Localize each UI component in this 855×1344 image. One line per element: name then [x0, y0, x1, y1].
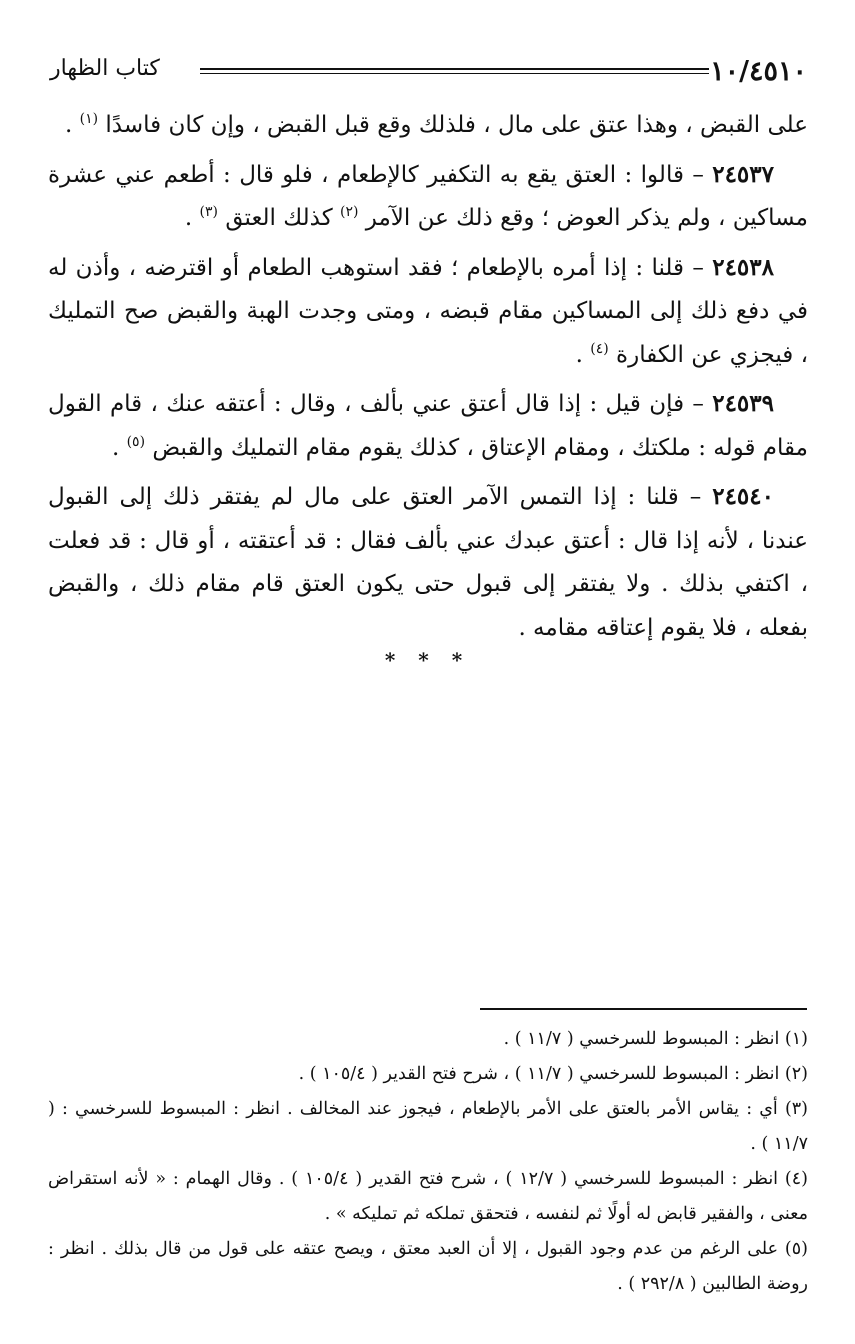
- paragraph-24539: [48, 382, 808, 470]
- paragraph-tail: .: [575, 341, 591, 368]
- footnote-ref: (٥): [126, 433, 146, 450]
- footnote-2: (٢) انظر : المبسوط للسرخسي ( ١١/٧ ) ، شرح فتح القدير ( ١٠٥/٤ ) .: [298, 1064, 808, 1084]
- footnote-ref: (٢): [339, 204, 359, 220]
- paragraph-text: – فإن قيل : إذا قال أعتق عني بألف ، وقال : أعتقه عنك ، قام القول مقام قوله : ملكتك ، ومقام الإعتاق ، كذلك يقوم مقام التمليك والقبض: [48, 391, 808, 461]
- main-text: [48, 104, 808, 655]
- paragraph-tail: .: [111, 434, 127, 461]
- footnote-ref: (٤): [590, 340, 609, 357]
- paragraph-tail: .: [65, 112, 80, 138]
- paragraph-number: ٢٤٥٤٠: [712, 483, 774, 510]
- paragraph-24538: [48, 246, 808, 378]
- paragraph-text: – قلنا : إذا أمره بالإطعام ؛ فقد استوهب الطعام أو اقترضه ، وأذن له في دفع ذلك إلى المساكين مقام قبضه ، ومتى وجدت الهبة والقبض صح التمليك ، فيجزي عن الكفارة: [48, 254, 808, 368]
- footnote-ref: (١): [79, 111, 99, 127]
- paragraph-text: كذلك العتق: [225, 205, 340, 231]
- section-separator: * * *: [384, 648, 471, 672]
- footnote-3: (٣) أي : يقاس الأمر بالعتق على الأمر بالإطعام ، فيجوز عند المخالف . انظر : المبسوط للسرخسي : ( ١١/٧ ) .: [48, 1099, 808, 1154]
- paragraph-number: ٢٤٥٣٩: [712, 390, 774, 417]
- paragraph-text: – قالوا : العتق يقع به التكفير كالإطعام ، فلو قال : أطعم عني عشرة مساكين ، ولم يذكر العوض ؛ وقع ذلك عن الآمر: [48, 161, 808, 231]
- paragraph-text: على القبض ، وهذا عتق على مال ، فلذلك وقع قبل القبض ، وإن كان فاسدًا: [105, 112, 808, 138]
- footnote-5: (٥) على الرغم من عدم وجود القبول ، إلا أن العبد معتق ، ويصح عتقه على قول من قال بذلك . انظر : روضة الطالبين ( ٢٩٢/٨ ) .: [48, 1239, 808, 1294]
- paragraph-tail: .: [184, 205, 200, 231]
- footnote-4: (٤) انظر : المبسوط للسرخسي ( ١٢/٧ ) ، شرح فتح القدير ( ١٠٥/٤ ) . وقال الهمام : « لأنه استقراض معنى ، والفقير قابض له أولًا ثم لنفسه ، فتحقق تملكه ثم تمليكه » .: [48, 1169, 808, 1224]
- paragraph-24537: [48, 153, 808, 241]
- footnotes: [48, 1022, 808, 1302]
- footnote-1: (١) انظر : المبسوط للسرخسي ( ١١/٧ ) .: [503, 1029, 808, 1049]
- footnote-ref: (٣): [199, 204, 219, 220]
- footnote-rule: [480, 1008, 807, 1010]
- paragraph-24540: [48, 475, 808, 650]
- header-rule: [200, 68, 709, 74]
- page-number: ١٠/٤٥١٠: [710, 56, 807, 87]
- book-title: كتاب الظهار: [50, 56, 160, 81]
- paragraph-number: ٢٤٥٣٧: [712, 160, 774, 188]
- paragraph-text: – قلنا : إذا التمس الآمر العتق على مال لم يفتقر ذلك إلى القبول عندنا ، لأنه إذا قال : أعتق عبدك عني بألف فقال : قد أعتقته ، أو قال : قد فعلت ، اكتفي بذلك . ولا يفتقر إلى قبول حتى يكون العتق قام مقام ذلك ، والقبض بفعله ، فلا يقوم إعتاقه مقامه .: [48, 484, 808, 641]
- paragraph-continuation: [48, 104, 808, 148]
- running-header: [50, 54, 807, 94]
- paragraph-number: ٢٤٥٣٨: [712, 253, 774, 281]
